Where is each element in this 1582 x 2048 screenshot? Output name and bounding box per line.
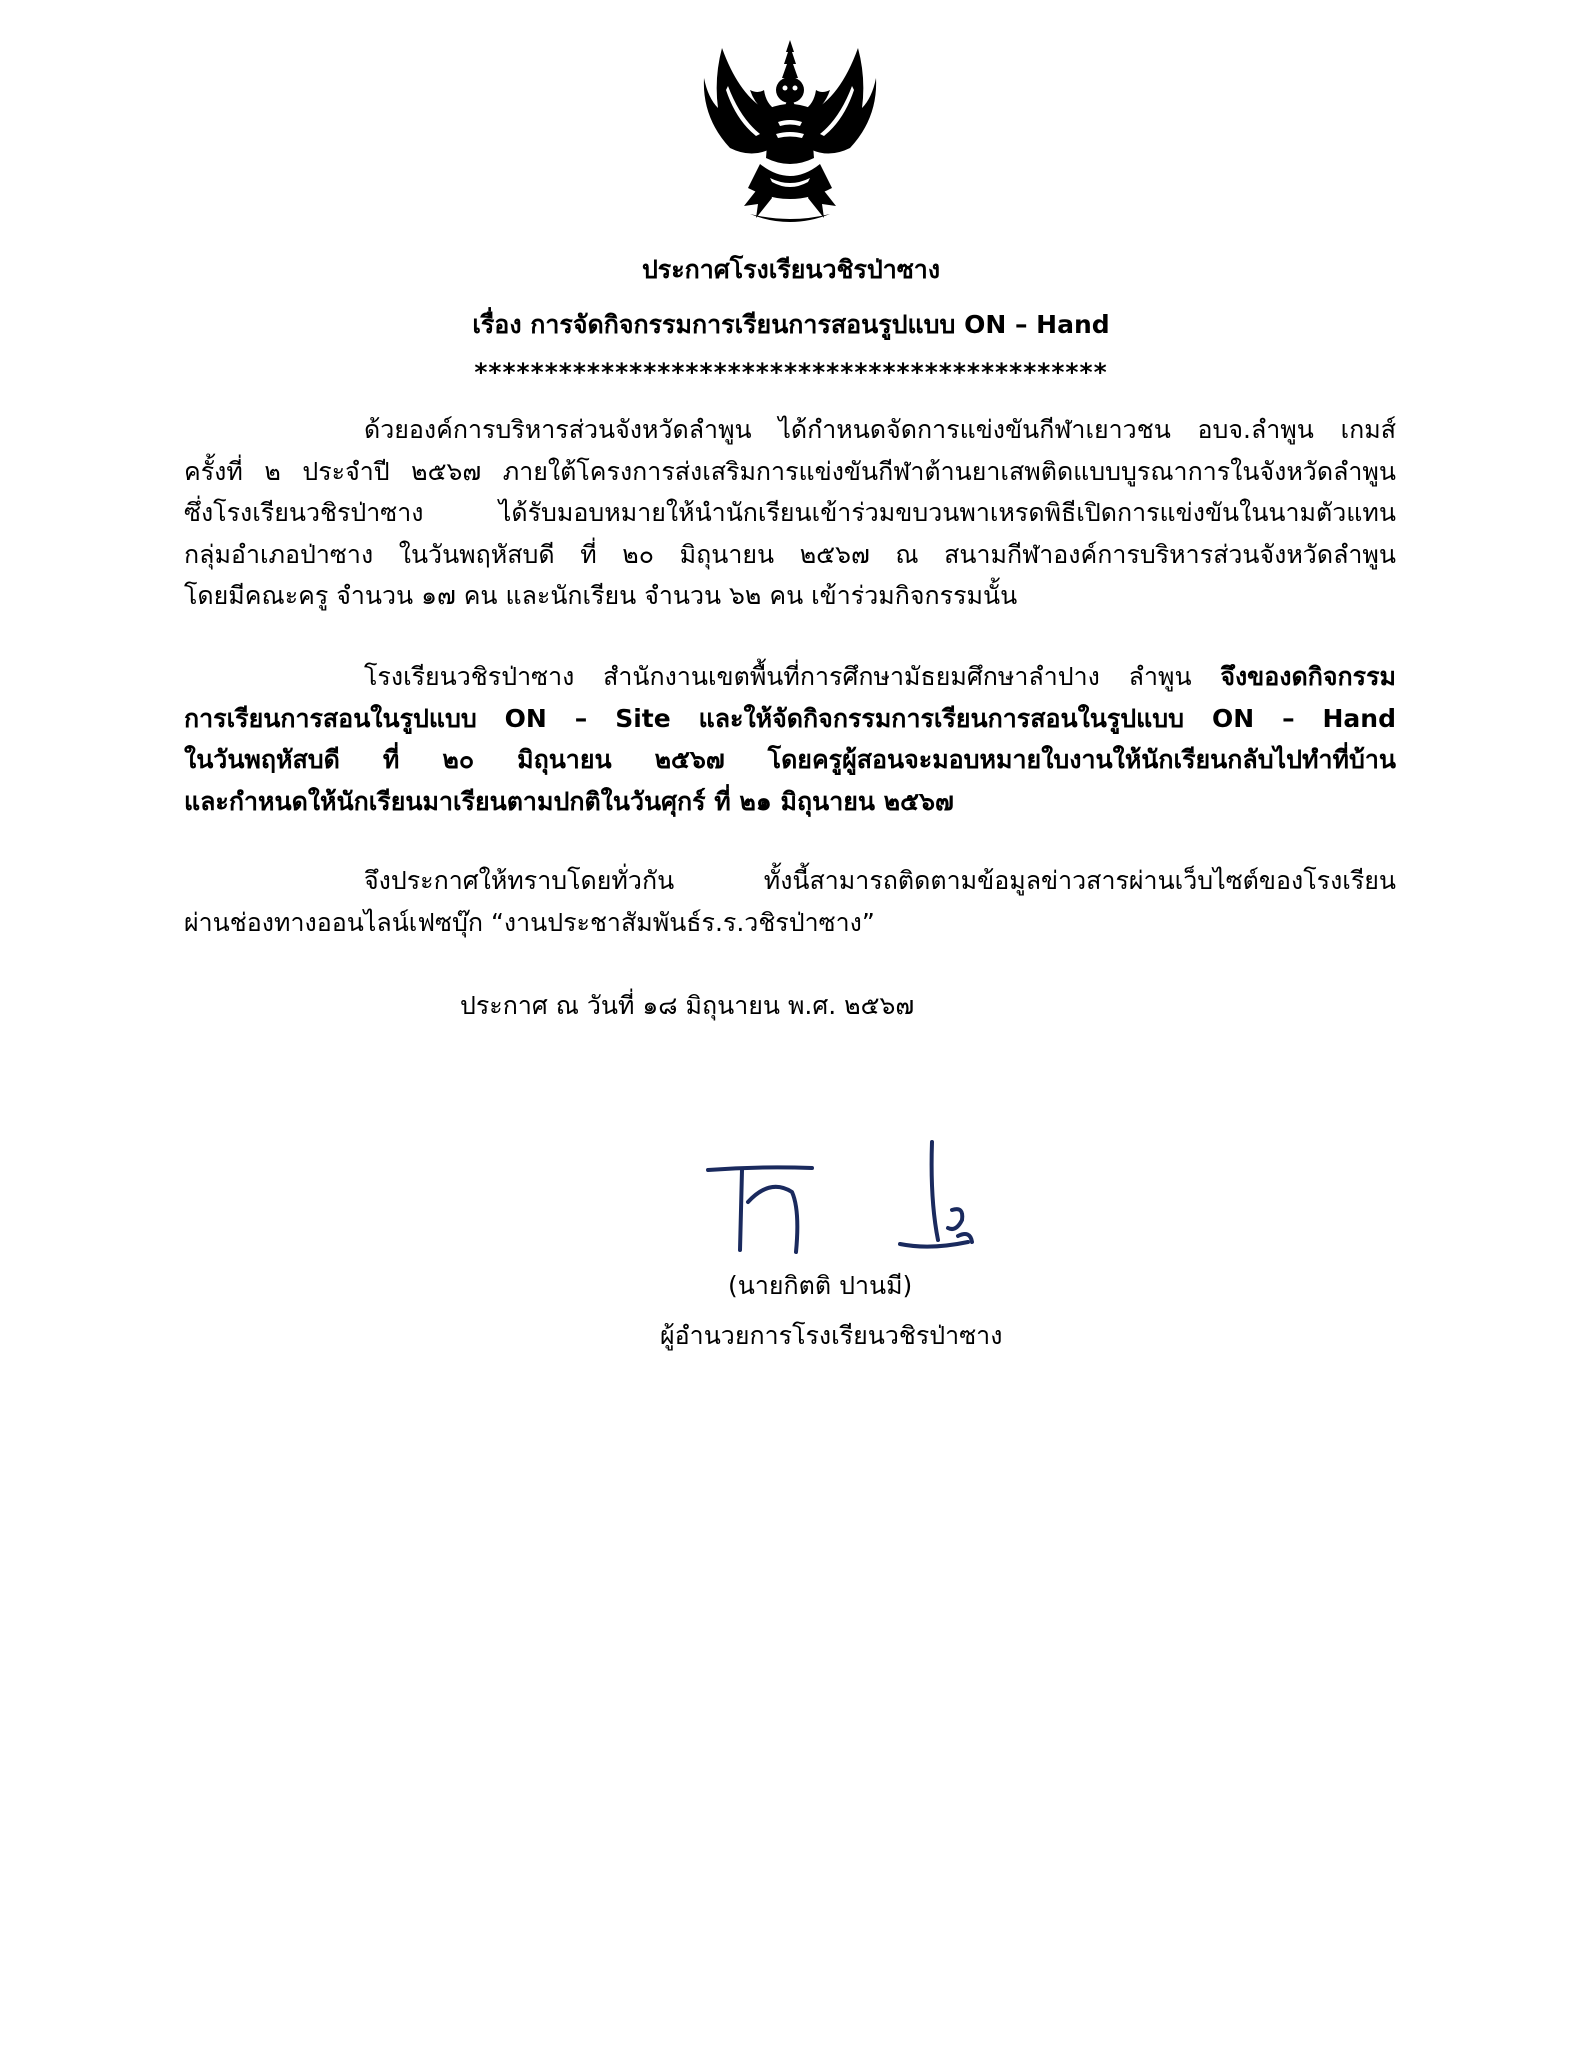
paragraph-line: ครั้งที่ ๒ ประจำปี ๒๕๖๗ ภายใต้โครงการส่งเสริมการแข่งขันกีฬาต้านยาเสพติดแบบบูรณาการในจังหวัดลำพูน [184, 456, 1396, 486]
signer-position: ผู้อำนวยการโรงเรียนวชิรป่าซาง [660, 1321, 1003, 1350]
paragraph-text: โรงเรียนวชิรป่าซาง สำนักงานเขตพื้นที่การศึกษามัธยมศึกษาลำปาง ลำพูน [364, 662, 1221, 691]
announcement-date: ประกาศ ณ วันที่ ๑๘ มิถุนายน พ.ศ. ๒๕๖๗ [460, 991, 915, 1020]
paragraph-line: ผ่านช่องทางออนไลน์เฟซบุ๊ก “งานประชาสัมพันธ์ร.ร.วชิรป่าซาง” [184, 907, 875, 937]
paragraph-line: จึงประกาศให้ทราบโดยทั่วกัน ทั้งนี้สามารถติดตามข้อมูลข่าวสารผ่านเว็บไซต์ของโรงเรียน [364, 866, 1396, 895]
handwritten-signature [700, 1140, 990, 1260]
separator-line: ********************************************* [474, 358, 1108, 387]
signer-name: (นายกิตติ ปานมี) [728, 1271, 913, 1300]
paragraph-line [184, 656, 1396, 698]
announcement-subject: เรื่อง การจัดกิจกรรมการเรียนการสอนรูปแบบ ON – Hand [472, 310, 1110, 339]
paragraph-line: โดยมีคณะครู จำนวน ๑๗ คน และนักเรียน จำนวน ๖๒ คน เข้าร่วมกิจกรรมนั้น [184, 581, 1018, 610]
paragraph-line: ในวันพฤหัสบดี ที่ ๒๐ มิถุนายน ๒๕๖๗ โดยครูผู้สอนจะมอบหมายใบงานให้นักเรียนกลับไปทำที่บ้าน [184, 745, 1396, 774]
paragraph-bold-text: จึงของดกิจกรรม [1220, 662, 1396, 691]
garuda-emblem-icon [700, 38, 880, 228]
announcement-title: ประกาศโรงเรียนวชิรป่าซาง [641, 255, 941, 284]
paragraph-line: ซึ่งโรงเรียนวชิรป่าซาง ได้รับมอบหมายให้นำนักเรียนเข้าร่วมขบวนพาเหรดพิธีเปิดการแข่งขันในนามตัวแทน [184, 498, 1396, 527]
paragraph-line: กลุ่มอำเภอป่าซาง ในวันพฤหัสบดี ที่ ๒๐ มิถุนายน ๒๕๖๗ ณ สนามกีฬาองค์การบริหารส่วนจังหวัดลำพูน [184, 539, 1396, 569]
paragraph-background [184, 409, 1396, 617]
paragraph-line: การเรียนการสอนในรูปแบบ ON – Site และให้จัดกิจกรรมการเรียนการสอนในรูปแบบ ON – Hand [184, 703, 1396, 733]
paragraph-notice [184, 860, 1396, 943]
paragraph-decision [184, 656, 1396, 822]
paragraph-line: ด้วยองค์การบริหารส่วนจังหวัดลำพูน ได้กำหนดจัดการแข่งขันกีฬาเยาวชน อบจ.ลำพูน เกมส์ [364, 415, 1396, 444]
paragraph-line: และกำหนดให้นักเรียนมาเรียนตามปกติในวันศุกร์ ที่ ๒๑ มิถุนายน ๒๕๖๗ [184, 786, 954, 816]
